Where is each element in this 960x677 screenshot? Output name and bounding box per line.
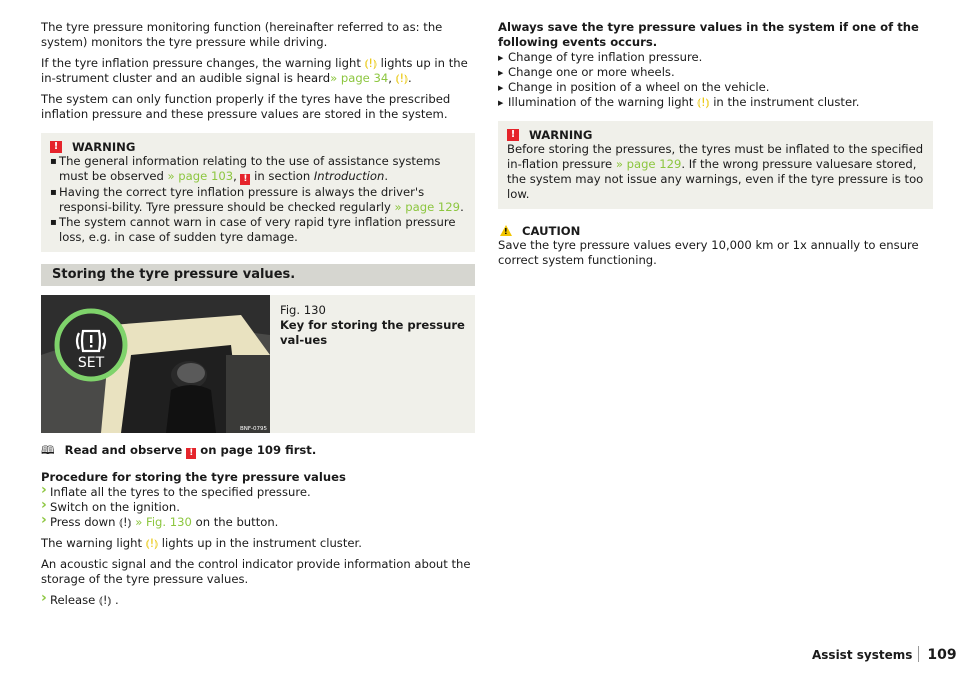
- figure-caption: [270, 295, 475, 433]
- procedure-title: Procedure for storing the tyre pressure values: [41, 470, 346, 484]
- left-column: [41, 20, 475, 608]
- section-title: Storing the tyre pressure values.: [41, 264, 475, 286]
- warning-exclamation-icon: !: [186, 448, 196, 459]
- tyre-pressure-warning-icon: ⦅!⦆: [395, 71, 409, 85]
- right-column: [498, 20, 933, 268]
- event-item: ▶ Change in position of a wheel on the vehicle.: [498, 80, 933, 95]
- page-129-link[interactable]: » page 129: [394, 200, 461, 214]
- event-item: ▶ Change of tyre inflation pressure.: [498, 50, 933, 65]
- warning-bullet: ▪ Having the correct tyre inflation pressure is always the driver's responsi-bility. Tyre pressure should be checked regularly » page 129.: [50, 185, 466, 215]
- tyre-pressure-warning-icon: ⦅!⦆: [364, 56, 377, 70]
- procedure-step: › Press down ⦅!⦆ » Fig. 130 on the button.: [41, 515, 475, 530]
- warning-header: ! WARNING: [50, 139, 466, 154]
- read-observe-line: 🕮 Read and observe ! on page 109 first.: [41, 443, 317, 458]
- procedure-step: › Switch on the ignition.: [41, 500, 475, 515]
- caution-header: ! CAUTION: [498, 223, 933, 238]
- page-34-link[interactable]: » page 34: [330, 71, 389, 85]
- event-item: ▶ Illumination of the warning light ⦅!⦆ in the instrument cluster.: [498, 95, 933, 110]
- page-129-link[interactable]: » page 129: [615, 157, 682, 171]
- book-icon: 🕮: [41, 443, 55, 457]
- footer-section: Assist systems: [812, 648, 913, 662]
- warning-bullet: ▪ The system cannot warn in case of very rapid tyre inflation pressure loss, e.g. in case of sudden tyre damage.: [50, 215, 466, 245]
- fig-130-link[interactable]: » Fig. 130: [135, 515, 192, 529]
- procedure-step: › Release ⦅!⦆ .: [41, 593, 475, 608]
- event-item: ▶ Change one or more wheels.: [498, 65, 933, 80]
- page-103-link[interactable]: » page 103: [167, 169, 234, 183]
- warning-light-on-paragraph: The warning light ⦅!⦆ lights up in the instrument cluster.: [41, 536, 362, 550]
- procedure-step: › Inflate all the tyres to the specified pressure.: [41, 485, 475, 500]
- intro-paragraph: The tyre pressure monitoring function (hereinafter referred to as: the system) monitors the tyre pressure while driving.: [41, 20, 443, 49]
- warning-exclamation-icon: !: [50, 141, 62, 153]
- warning-exclamation-icon: !: [507, 129, 519, 141]
- figure-image: [41, 295, 270, 433]
- set-button-label: SET: [77, 355, 105, 371]
- tyre-pressure-icon: ⦅!⦆: [119, 515, 132, 529]
- page-number: 109: [927, 647, 957, 663]
- page-footer: [812, 646, 957, 663]
- figure-title: Key for storing the pressure val-ues: [280, 318, 465, 347]
- warning-box: [41, 133, 475, 252]
- figure-number: Fig. 130: [280, 303, 326, 317]
- tyre-pressure-warning-icon: ⦅!⦆: [145, 536, 159, 550]
- caution-triangle-icon: !: [500, 225, 512, 236]
- warning-bullet: ▪ The general information relating to the use of assistance systems must be observed » page 103, ! in section Introduction.: [50, 154, 466, 185]
- tyre-pressure-warning-icon: ⦅!⦆: [697, 95, 710, 109]
- save-events-heading: Always save the tyre pressure values in the system if one of the following events occurs.: [498, 20, 919, 49]
- warning-text: Before storing the pressures, the tyres must be inflated to the specified in-flation pressure » page 129. If the wrong pressure valuesare stored, the system may not issue any warnings, even if the tyre pressure is too low.: [507, 142, 924, 201]
- figure-code: BNF-0795: [239, 426, 267, 432]
- tyre-pressure-icon: ⦅!⦆: [99, 593, 112, 607]
- warning-exclamation-icon: !: [240, 174, 250, 185]
- acoustic-signal-paragraph: An acoustic signal and the control indicator provide information about the storage of the tyre pressure values.: [41, 557, 471, 586]
- warning-header: ! WARNING: [507, 127, 924, 142]
- caution-text: Save the tyre pressure values every 10,000 km or 1x annually to ensure correct system functioning.: [498, 238, 919, 267]
- warning-box-right: [498, 121, 933, 209]
- figure-130: [41, 295, 475, 433]
- system-function-paragraph: The system can only function properly if the tyres have the prescribed inflation pressure and these pressure values are stored in the system.: [41, 92, 451, 121]
- warning-light-paragraph: If the tyre inflation pressure changes, the warning light ⦅!⦆ lights up in the in-strument cluster and an audible signal is heard» page 34, ⦅!⦆.: [41, 56, 468, 85]
